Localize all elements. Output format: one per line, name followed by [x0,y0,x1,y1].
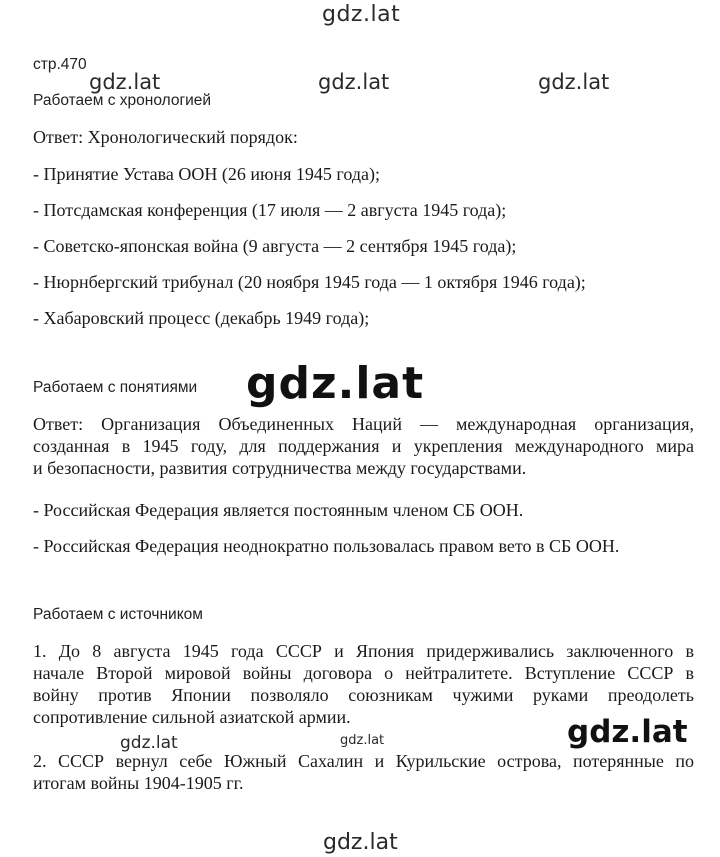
paragraph-line: сопротивление сильной азиатской армии. [33,707,351,727]
paragraph-line: Ответ: Организация Объединенных Наций — международная организация, [33,414,694,434]
page-reference: стр.470 [33,56,87,73]
paragraph-line: и безопасности, развития сотрудничества между государствами. [33,458,527,478]
watermark-row1-mid: gdz.lat [318,70,390,94]
section-heading-source: Работаем с источником [33,606,203,623]
chronology-item: - Хабаровский процесс (декабрь 1949 года); [33,308,370,328]
concepts-item: - Российская Федерация является постоянным членом СБ ООН. [33,500,524,520]
chronology-item: - Нюрнбергский трибунал (20 ноября 1945 года — 1 октября 1946 года); [33,272,586,292]
section-heading-chronology: Работаем с хронологией [33,92,212,109]
section-heading-concepts: Работаем с понятиями [33,379,198,396]
concepts-item: - Российская Федерация неоднократно пользовалась правом вето в СБ ООН. [33,536,620,556]
paragraph-line: 2. СССР вернул себе Южный Сахалин и Курильские острова, потерянные по [33,751,694,771]
chronology-answer: Ответ: Хронологический порядок: [33,127,298,147]
watermark-big-mid: gdz.lat [246,358,425,409]
paragraph-line: начале Второй мировой войны договора о нейтралитете. Вступление СССР в [33,663,694,683]
paragraph-line: созданная в 1945 году, для поддержания и укрепления международного мира [33,436,694,456]
chronology-item: - Советско-японская война (9 августа — 2 сентября 1945 года); [33,236,517,256]
watermark-big-right: gdz.lat [567,714,688,750]
source-paragraph-1 [33,640,694,728]
paragraph-line: войну против Японии позволяло союзникам чужими руками преодолеть [33,685,694,705]
paragraph-line: итогам войны 1904-1905 гг. [33,773,244,793]
watermark-row1-right: gdz.lat [538,70,610,94]
watermark-row1-left: gdz.lat [89,70,161,94]
watermark-bottom: gdz.lat [323,830,398,855]
source-paragraph-2 [33,750,694,794]
watermark-small-mid: gdz.lat [340,733,385,748]
chronology-item: - Принятие Устава ООН (26 июня 1945 года); [33,164,380,184]
concepts-answer-paragraph [33,413,694,479]
chronology-item: - Потсдамская конференция (17 июля — 2 августа 1945 года); [33,200,507,220]
watermark-top: gdz.lat [322,2,401,27]
paragraph-line: 1. До 8 августа 1945 года СССР и Япония придерживались заключенного в [33,641,694,661]
watermark-small-left: gdz.lat [120,733,178,753]
